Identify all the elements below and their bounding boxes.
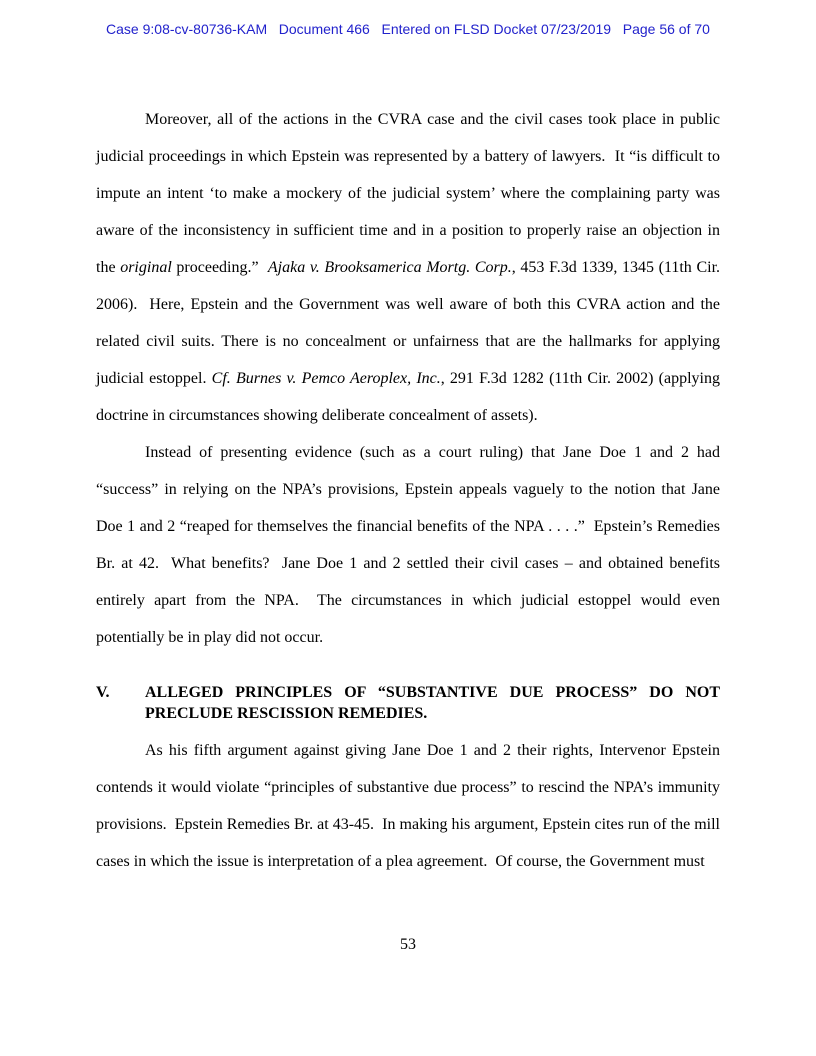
body-paragraph-2: Instead of presenting evidence (such as a court ruling) that Jane Doe 1 and 2 had “success” in relying on the NPA’s provisions, Epstein appeals vaguely to the notion that Jane Doe 1 and 2 “reaped for themselves the financial benefits of the NPA . . . .” Epstein’s Remedies Br. at 42. What benefits? Jane Doe 1 and 2 settled their civil cases – and obtained benefits entirely apart from the NPA. The circumstances in which judicial estoppel would even potentially be in play did not occur. [96,444,724,646]
document-body [0,101,816,880]
page-number: 53 [400,936,416,953]
section-heading-number: V. [96,684,110,701]
body-paragraph-3: As his fifth argument against giving Jane Doe 1 and 2 their rights, Intervenor Epstein contends it would violate “principles of substantive due process” to rescind the NPA’s immunity provisions. Epstein Remedies Br. at 43-45. In making his argument, Epstein cites run of the mill cases in which the issue is interpretation of a plea agreement. Of course, the Government must [96,742,724,870]
case-stamp-header: Case 9:08-cv-80736-KAM Document 466 Entered on FLSD Docket 07/23/2019 Page 56 of 70 [106,21,710,37]
body-paragraph-1: Moreover, all of the actions in the CVRA case and the civil cases took place in public judicial proceedings in which Epstein was represented by a battery of lawyers. It “is difficult to impute an intent ‘to make a mockery of the judicial system’ where the complaining party was aware of the inconsistency in sufficient time and in a position to properly raise an objection in the original proceeding.” Ajaka v. Brooksamerica Mortg. Corp., 453 F.3d 1339, 1345 (11th Cir. 2006). Here, Epstein and the Government was well aware of both this CVRA action and the related civil suits. There is no concealment or unfairness that are the hallmarks for applying judicial estoppel. Cf. Burnes v. Pemco Aeroplex, Inc., 291 F.3d 1282 (11th Cir. 2002) (applying doctrine in circumstances showing deliberate concealment of assets). [96,111,725,424]
section-heading [96,682,724,724]
section-heading-title: ALLEGED PRINCIPLES OF “SUBSTANTIVE DUE PROCESS” DO NOT PRECLUDE RESCISSION REMEDIES. [145,684,724,722]
